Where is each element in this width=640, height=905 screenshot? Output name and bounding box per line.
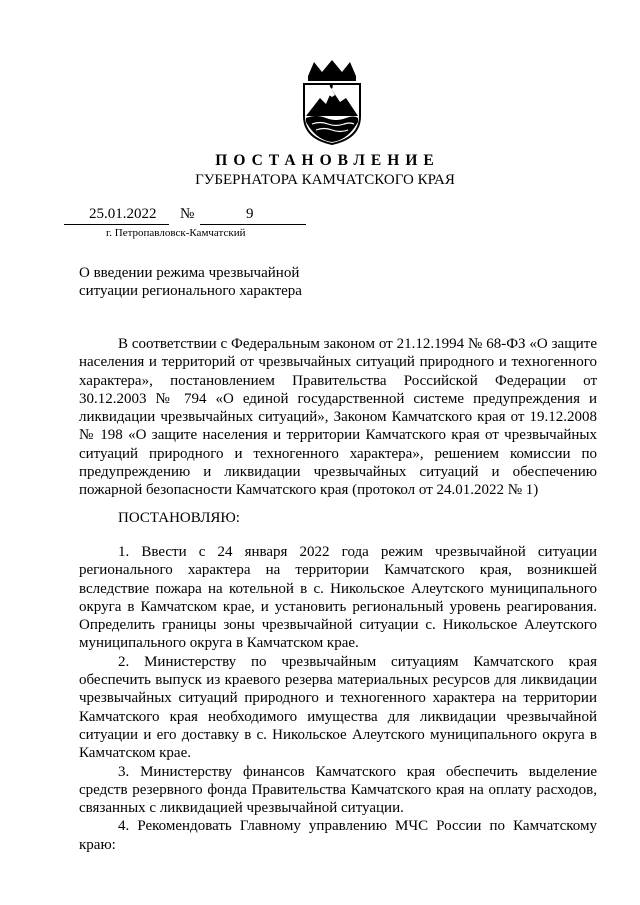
document-title: ПОСТАНОВЛЕНИЕ xyxy=(215,152,440,169)
list-item: 3. Министерству финансов Камчатского края обеспечить выделение средств резервного фонда Правительства Камчатского края на оплату расходов, связанных с ликвидацией чрезвычайной ситуации. xyxy=(79,763,597,817)
number-underline xyxy=(200,224,306,225)
preamble-paragraph: В соответствии с Федеральным законом от 21.12.1994 № 68-ФЗ «О защите населения и территорий от чрезвычайных ситуаций природного и техногенного характера», постановлением Правительства Российской Федерации от 30.12.2003 № 794 «О единой государственной системе предупреждения и ликвидации чрезвычайных ситуаций», Законом Камчатского края от 19.12.2008 № 198 «О защите населения и территории Камчатского края от чрезвычайных ситуаций природного и техногенного характера», решением комиссии по предупреждению и ликвидации чрезвычайных ситуаций и обеспечению пожарной безопасности Камчатского края (протокол от 24.01.2022 № 1) xyxy=(79,336,597,499)
registration-number: 9 xyxy=(246,206,254,222)
preamble-section xyxy=(79,335,597,500)
list-item: 1. Ввести с 24 января 2022 года режим чрезвычайной ситуации регионального характера на территории Камчатского края, возникшей вследствие пожара на котельной в с. Никольское Алеутского муниципального округа в Камчатском крае, и установить региональный уровень реагирования. Определить границы зоны чрезвычайной ситуации с. Никольское Алеутского муниципального округа в Камчатском крае. xyxy=(79,544,597,652)
document-subject xyxy=(79,264,339,300)
registration-date: 25.01.2022 xyxy=(89,206,157,222)
shield-icon xyxy=(304,83,360,144)
document-subtitle: ГУБЕРНАТОРА КАМЧАТСКОГО КРАЯ xyxy=(195,172,455,188)
resolve-section xyxy=(79,509,597,527)
coat-of-arms-emblem xyxy=(296,58,368,146)
resolve-heading: ПОСТАНОВЛЯЮ: xyxy=(118,510,240,526)
subject-line-2: ситуации регионального характера xyxy=(79,283,302,299)
city-label: г. Петропавловск-Камчатский xyxy=(106,227,246,239)
list-item: 4. Рекомендовать Главному управлению МЧС России по Камчатскому краю: xyxy=(79,818,597,853)
registration-number-sign: № xyxy=(180,206,195,222)
list-item: 2. Министерству по чрезвычайным ситуациям Камчатского края обеспечить выпуск из краевого резерва материальных ресурсов для ликвидации чрезвычайных ситуаций природного и техногенного характера на территории Камчатского края необходимого имущества для ликвидации чрезвычайной ситуации и его доставку в с. Никольское Алеутского муниципального округа в Камчатском крае. xyxy=(79,653,597,762)
date-underline xyxy=(64,224,169,225)
items-section xyxy=(79,543,597,854)
crown-icon xyxy=(308,60,356,81)
subject-line-1: О введении режима чрезвычайной xyxy=(79,265,300,281)
